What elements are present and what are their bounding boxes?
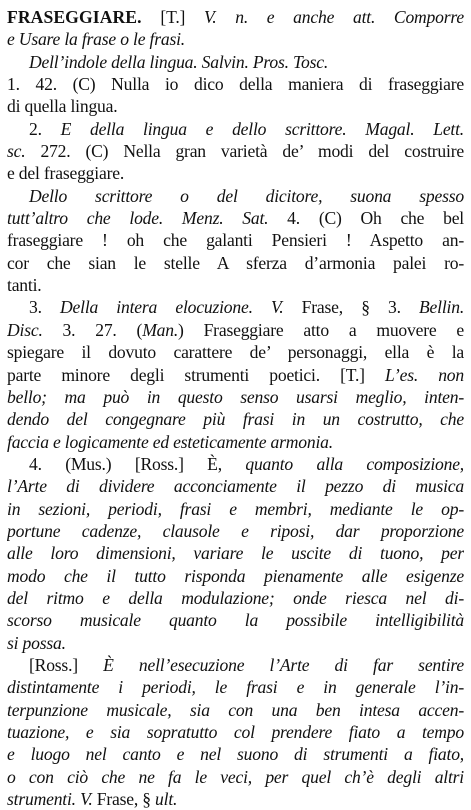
- entry-line: [7, 319, 464, 341]
- roman-text: di quella lingua.: [7, 96, 118, 117]
- headword: FRASEGGIARE.: [7, 7, 142, 27]
- entry-line: [7, 118, 464, 140]
- roman-text: tanti.: [7, 275, 42, 296]
- italic-text: Disc.: [7, 319, 43, 340]
- entry-line: [7, 498, 464, 520]
- italic-text: dendo del congegnare più frasi in un costrutto, che: [7, 409, 464, 430]
- entry-line: [7, 386, 464, 408]
- roman-text: cor che sian le stelle A sferza d’armonia palei ro-: [7, 252, 464, 273]
- italic-text: alle loro dimensioni, variare le uscite di tuono, per: [7, 543, 464, 564]
- roman-text: 1. 42. (C) Nulla io dico della maniera di fraseggiare: [7, 74, 464, 95]
- entry-line: [7, 542, 464, 564]
- entry-line: [7, 28, 464, 50]
- entry-line: [7, 565, 464, 587]
- italic-text: sc.: [7, 141, 26, 162]
- italic-text: del ritmo e della modulazione; onde riesca nel di-: [7, 587, 464, 608]
- italic-text: o con ciò che ne fa le veci, per quel ch’è degli altri: [7, 766, 464, 787]
- entry-line: [7, 207, 464, 229]
- entry-line: [7, 229, 464, 251]
- roman-text: 4. (Mus.) [Ross.] È,: [29, 453, 246, 474]
- entry-line: [7, 788, 464, 810]
- entry-line: [7, 475, 464, 497]
- entry-line: [7, 699, 464, 721]
- italic-text: tutt’altro che lode. Menz. Sat.: [7, 208, 269, 229]
- italic-text: e luogo nel canto e nel suono di strumenti a fiato,: [7, 744, 464, 765]
- italic-text: E della lingua e dello scrittore. Magal. Lett.: [60, 118, 464, 139]
- italic-text: Man.: [142, 319, 179, 340]
- entry-line: [7, 140, 464, 162]
- italic-text: quanto alla composizione,: [245, 453, 464, 474]
- roman-text: [Ross.]: [29, 654, 104, 675]
- roman-text: 272. (C) Nella gran varietà de’ modi del costruire: [25, 141, 464, 162]
- italic-text: Della intera elocuzione. V.: [60, 297, 284, 318]
- italic-text: L’es. non: [385, 364, 464, 385]
- entry-line: [7, 185, 464, 207]
- italic-text: tuazione, e sia sopratutto col prendere fiato a tempo: [7, 722, 464, 742]
- entry-line: [7, 654, 464, 676]
- entry-line: [7, 296, 464, 318]
- italic-text: si possa.: [7, 632, 66, 653]
- entry-line: [7, 676, 464, 698]
- entry-line: [7, 520, 464, 542]
- entry-line: [7, 162, 464, 184]
- italic-text: Dello scrittore o del dicitore, suona spesso: [29, 185, 464, 206]
- italic-text: È nell’esecuzione l’Arte di far sentire: [103, 654, 464, 675]
- italic-text: ult.: [155, 789, 178, 810]
- entry-line: [7, 6, 464, 28]
- italic-text: distintamente i periodi, le frasi e in generale l’in-: [7, 677, 464, 698]
- entry-line: [7, 609, 464, 631]
- italic-text: Bellin.: [419, 297, 464, 318]
- italic-text: e Usare la frase o le frasi.: [7, 29, 185, 50]
- entry-line: [7, 274, 464, 296]
- entry-line: [7, 51, 464, 73]
- italic-text: modo che il tutto risponda pienamente alle esigenze: [7, 565, 464, 586]
- entry-line: [7, 743, 464, 765]
- italic-text: bello; ma può in questo senso usarsi meglio, inten-: [7, 386, 464, 407]
- entry-line: [7, 766, 464, 788]
- italic-text: terpunzione musicale, sia con una ben intesa accen-: [7, 699, 464, 720]
- roman-text: fraseggiare ! oh che galanti Pensieri ! Aspetto an-: [7, 230, 464, 251]
- entry-line: [7, 364, 464, 386]
- italic-text: faccia e logicamente ed esteticamente armonia.: [7, 431, 333, 452]
- roman-text: spiegare il dovuto carattere de’ personaggi, ella è la: [7, 342, 464, 363]
- entry-line: [7, 721, 464, 743]
- roman-text: Frase, §: [92, 789, 156, 810]
- roman-text: parte minore degli strumenti poetici. [T.]: [7, 364, 385, 385]
- entry-line: [7, 632, 464, 654]
- italic-text: Dell’indole della lingua. Salvin. Pros. Tosc.: [29, 51, 329, 72]
- entry-line: [7, 252, 464, 274]
- italic-text: portune cadenze, clausole e riposi, dar proporzione: [7, 520, 464, 541]
- roman-text: 2.: [29, 118, 61, 139]
- roman-text: 4. (C) Oh che bel: [268, 208, 464, 229]
- entry-line: [7, 95, 464, 117]
- roman-text: 3.: [29, 297, 61, 318]
- entry-line: [7, 73, 464, 95]
- roman-text: [T.]: [141, 7, 204, 27]
- italic-text: V. n. e anche att. Comporre: [203, 7, 464, 27]
- entry-line: [7, 587, 464, 609]
- entry-line: [7, 431, 464, 453]
- roman-text: 3. 27. (: [42, 319, 143, 340]
- italic-text: l’Arte di dividere acconciamente il pezzo di musica: [7, 476, 464, 497]
- italic-text: strumenti. V.: [7, 789, 93, 810]
- italic-text: in sezioni, periodi, frasi e membri, mediante le op-: [7, 498, 464, 519]
- entry-line: [7, 453, 464, 475]
- roman-text: e del fraseggiare.: [7, 163, 125, 184]
- entry-line: [7, 408, 464, 430]
- entry-line: [7, 341, 464, 363]
- roman-text: Frase, § 3.: [283, 297, 419, 318]
- italic-text: scorso musicale quanto la possibile intelligibilità: [7, 610, 464, 631]
- roman-text: ) Fraseggiare atto a muovere e: [178, 319, 464, 340]
